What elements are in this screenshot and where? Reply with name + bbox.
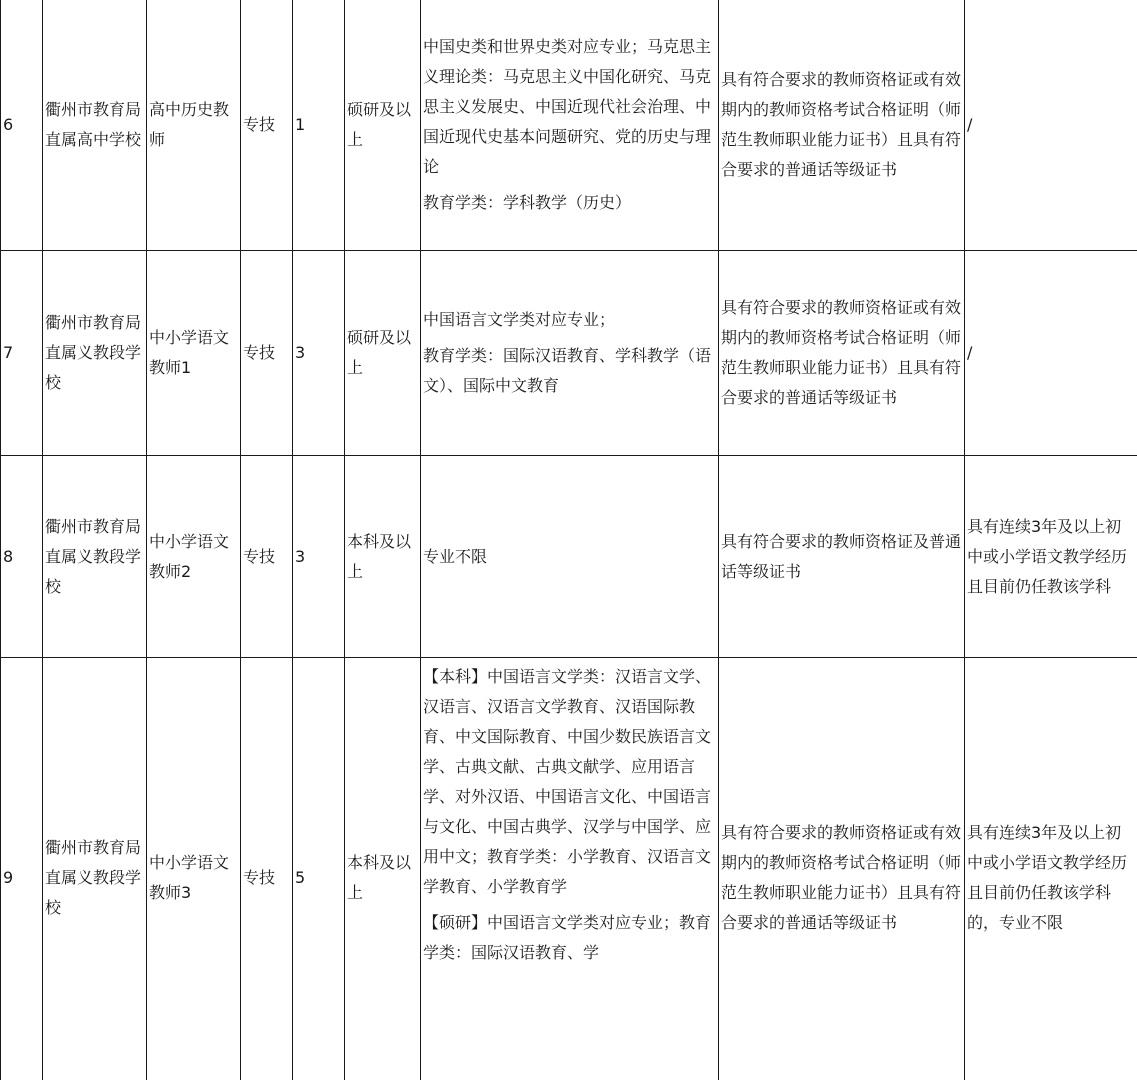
position-name: 中小学语文教师1	[147, 251, 241, 456]
hire-count: 3	[293, 456, 345, 658]
position-type: 专技	[241, 658, 293, 1080]
hire-count: 1	[293, 0, 345, 251]
major-requirement	[421, 658, 719, 1080]
major-paragraph: 中国史类和世界史类对应专业；马克思主义理论类：马克思主义中国化研究、马克思主义发展史、中国近现代社会治理、中国近现代史基本问题研究、党的历史与理论	[423, 37, 712, 176]
education-requirement: 本科及以上	[345, 658, 421, 1080]
row-number: 7	[1, 251, 43, 456]
major-paragraph: 专业不限	[423, 546, 488, 566]
major-paragraph: 中国语言文学类对应专业；	[423, 310, 616, 329]
position-type: 专技	[241, 0, 293, 251]
education-requirement: 本科及以上	[345, 456, 421, 658]
qualification-requirement: 具有符合要求的教师资格证或有效期内的教师资格考试合格证明（师范生教师职业能力证书）且具有符合要求的普通话等级证书	[719, 658, 965, 1080]
major-paragraph: 教育学类：国际汉语教育、学科教学（语文）、国际中文教育	[423, 346, 712, 395]
table-row	[1, 456, 1137, 658]
recruiting-unit: 衢州市教育局直属高中学校	[43, 0, 147, 251]
education-requirement: 硕研及以上	[345, 0, 421, 251]
row-number: 8	[1, 456, 43, 658]
other-requirement: /	[965, 0, 1137, 251]
major-requirement	[421, 251, 719, 456]
other-requirement: 具有连续3年及以上初中或小学语文教学经历且目前仍任教该学科的，专业不限	[965, 658, 1137, 1080]
major-requirement	[421, 456, 719, 658]
position-name: 高中历史教师	[147, 0, 241, 251]
qualification-requirement: 具有符合要求的教师资格证或有效期内的教师资格考试合格证明（师范生教师职业能力证书）且具有符合要求的普通话等级证书	[719, 251, 965, 456]
major-paragraph: 【硕研】中国语言文学类对应专业；教育学类：国际汉语教育、学	[423, 913, 712, 962]
qualification-requirement: 具有符合要求的教师资格证或有效期内的教师资格考试合格证明（师范生教师职业能力证书）且具有符合要求的普通话等级证书	[719, 0, 965, 251]
education-requirement: 硕研及以上	[345, 251, 421, 456]
major-paragraph: 教育学类：学科教学（历史）	[423, 193, 632, 212]
other-requirement: /	[965, 251, 1137, 456]
table-row	[1, 251, 1137, 456]
major-paragraph: 【本科】中国语言文学类：汉语言文学、汉语言、汉语言文学教育、汉语国际教育、中文国际教育、中国少数民族语言文学、古典文献、古典文献学、应用语言学、对外汉语、中国语言文化、中国语言与文化、中国古典学、汉学与中国学、应用中文；教育学类：小学教育、汉语言文学教育、小学教育学	[423, 667, 712, 896]
major-requirement	[421, 0, 719, 251]
hire-count: 3	[293, 251, 345, 456]
qualification-requirement: 具有符合要求的教师资格证及普通话等级证书	[719, 456, 965, 658]
table-row	[1, 658, 1137, 1080]
table-row	[1, 0, 1137, 251]
row-number: 9	[1, 658, 43, 1080]
other-requirement: 具有连续3年及以上初中或小学语文教学经历且目前仍任教该学科	[965, 456, 1137, 658]
position-type: 专技	[241, 251, 293, 456]
position-name: 中小学语文教师3	[147, 658, 241, 1080]
position-name: 中小学语文教师2	[147, 456, 241, 658]
hire-count: 5	[293, 658, 345, 1080]
recruiting-unit: 衢州市教育局直属义教段学校	[43, 456, 147, 658]
recruiting-unit: 衢州市教育局直属义教段学校	[43, 251, 147, 456]
position-type: 专技	[241, 456, 293, 658]
row-number: 6	[1, 0, 43, 251]
recruiting-unit: 衢州市教育局直属义教段学校	[43, 658, 147, 1080]
